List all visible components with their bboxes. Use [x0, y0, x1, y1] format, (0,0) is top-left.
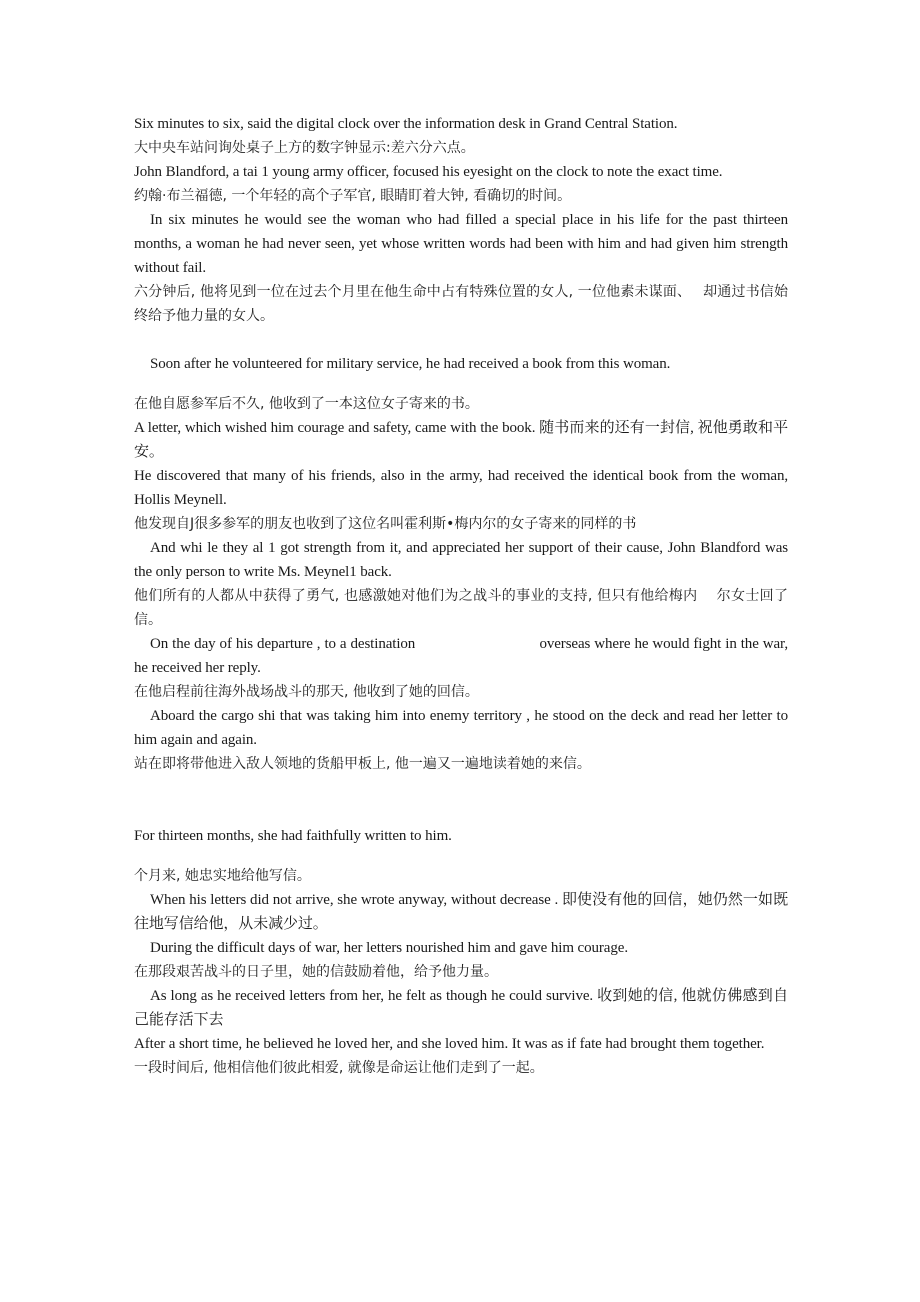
paragraph-en-11: When his letters did not arrive, she wrote anyway, without decrease . 即使没有他的回信，她仍然一如既往地写信给他，从未减少过。: [134, 892, 788, 932]
paragraph-en-7: And whi le they al 1 got strength from it, and appreciated her support of their cause, John Blandford was the only person to write Ms. Meynel1 back.: [134, 540, 788, 580]
spacer: [134, 376, 788, 392]
paragraph-zh-6: 他发现自J很多参军的朋友也收到了这位名叫霍利斯•梅内尔的女子寄来的同样的书: [134, 516, 637, 532]
paragraph-en-3: In six minutes he would see the woman who had filled a special place in his life for the past thirteen months, a woman he had never seen, yet whose written words had been with him and had given him strength without fail.: [134, 212, 788, 276]
paragraph-en-13: As long as he received letters from her, he felt as though he could survive. 收到她的信, 他就仿佛感到自己能存活下去: [134, 988, 788, 1028]
paragraph-en-1: Six minutes to six, said the digital clock over the information desk in Grand Central Station.: [134, 116, 678, 132]
paragraph-en-9: Aboard the cargo shi that was taking him into enemy territory , he stood on the deck and read her letter to him again and again.: [134, 708, 788, 748]
paragraph-zh-8: 在他启程前往海外战场战斗的那天, 他收到了她的回信。: [134, 684, 479, 700]
paragraph-zh-9: 站在即将带他进入敌人领地的货船甲板上, 他一遍又一遍地读着她的来信。: [134, 756, 591, 772]
paragraph-zh-7: 他们所有的人都从中获得了勇气, 也感激她对他们为之战斗的事业的支持, 但只有他给梅内 尔女士回了信。: [134, 588, 788, 628]
paragraph-zh-1: 大中央车站问询处桌子上方的数字钟显示:差六分六点。: [134, 140, 475, 156]
spacer: [134, 328, 788, 352]
paragraph-zh-12: 在那段艰苦战斗的日子里，她的信鼓励着他，给予他力量。: [134, 964, 498, 980]
document-body: [134, 112, 792, 1080]
paragraph-zh-10: 个月来, 她忠实地给他写信。: [134, 868, 311, 884]
paragraph-en-10: For thirteen months, she had faithfully written to him.: [134, 828, 452, 844]
paragraph-en-5: A letter, which wished him courage and safety, came with the book. 随书而来的还有一封信, 祝他勇敢和平安。: [134, 420, 788, 460]
paragraph-zh-2: 约翰·布兰福德, 一个年轻的高个子军官, 眼睛盯着大钟, 看确切的时间。: [134, 188, 572, 204]
paragraph-en-8: On the day of his departure , to a destination overseas where he would fight in the war, he received her reply.: [134, 636, 792, 676]
spacer: [134, 848, 788, 864]
paragraph-en-4: Soon after he volunteered for military service, he had received a book from this woman.: [150, 356, 671, 372]
paragraph-en-12: During the difficult days of war, her letters nourished him and gave him courage.: [150, 940, 628, 956]
paragraph-en-2: John Blandford, a tai 1 young army officer, focused his eyesight on the clock to note the exact time.: [134, 164, 723, 180]
paragraph-zh-3: 六分钟后, 他将见到一位在过去个月里在他生命中占有特殊位置的女人, 一位他素未谋面、 却通过书信始终给予他力量的女人。: [134, 284, 788, 324]
paragraph-zh-4: 在他自愿参军后不久, 他收到了一本这位女子寄来的书。: [134, 396, 479, 412]
paragraph-en-6: He discovered that many of his friends, also in the army, had received the identical book from the woman, Hollis Meynell.: [134, 468, 788, 508]
paragraph-zh-14: 一段时间后, 他相信他们彼此相爱, 就像是命运让他们走到了一起。: [134, 1060, 544, 1076]
spacer: [134, 776, 788, 824]
paragraph-en-14: After a short time, he believed he loved her, and she loved him. It was as if fate had brought them together.: [134, 1036, 765, 1052]
